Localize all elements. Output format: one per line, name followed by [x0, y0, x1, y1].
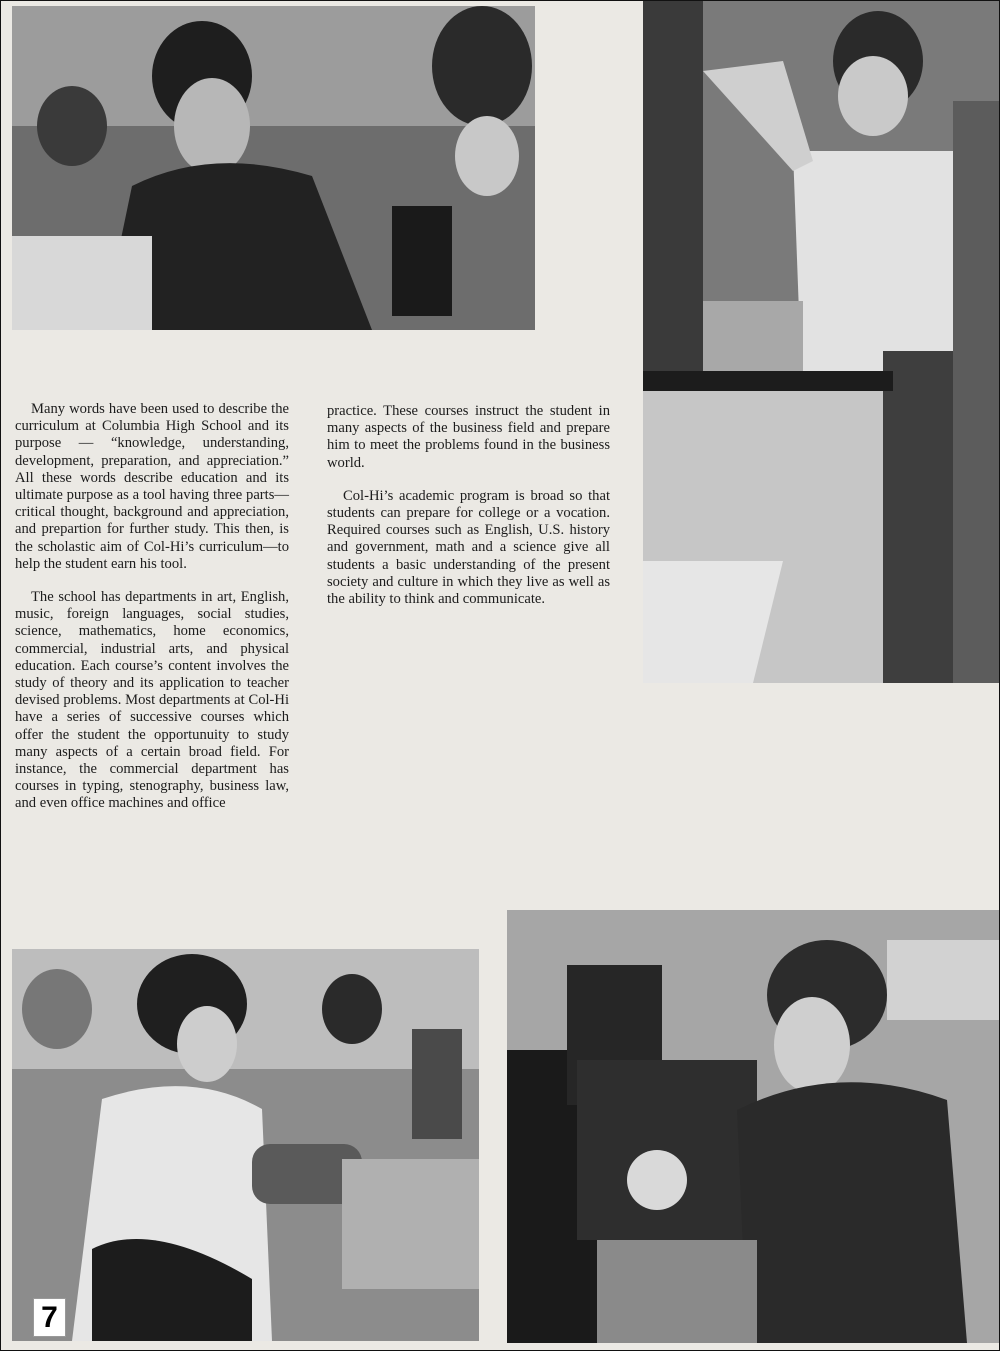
article-paragraph: The school has departments in art, English, music, foreign languages, social studies, science, mathematics, home economics, commercial, industrial arts, and physical education. Each course’s content involves the study of theory and its application to teacher devised problems. Most departments at Col-Hi have a series of successive courses which offer the student the opportunuity to study many aspects of a certain broad field. For instance, the commercial department has courses in typing, stenography, business law, and even office machines and office	[15, 589, 289, 812]
photo-student-lab-experiment	[643, 1, 999, 683]
page-number: 7	[33, 1298, 66, 1337]
photo-students-studying	[12, 6, 535, 330]
article-column-1	[15, 401, 289, 829]
photo-typing-class	[12, 949, 479, 1341]
article-paragraph: Col-Hi’s academic program is broad so that students can prepare for college or a vocation. Required courses such as English, U.S. history and government, math and a science give all students a basic understanding of the present society and culture in which they live as well as the ability to think and communicate.	[327, 487, 610, 608]
article-column-2	[327, 403, 610, 624]
photo-student-office-machine	[507, 910, 999, 1343]
article-paragraph: practice. These courses instruct the student in many aspects of the business field and prepare him to meet the problems found in the business world.	[327, 403, 610, 471]
article-paragraph: Many words have been used to describe the curriculum at Columbia High School and its purpose — “knowledge, understanding, development, preparation, and appreciation.” All these words describe education and its ultimate purpose as a tool having three parts—critical thought, background and appreciation, and prepartion for further study. This then, is the scholastic aim of Col-Hi’s curriculum—to help the student earn his tool.	[15, 401, 289, 572]
